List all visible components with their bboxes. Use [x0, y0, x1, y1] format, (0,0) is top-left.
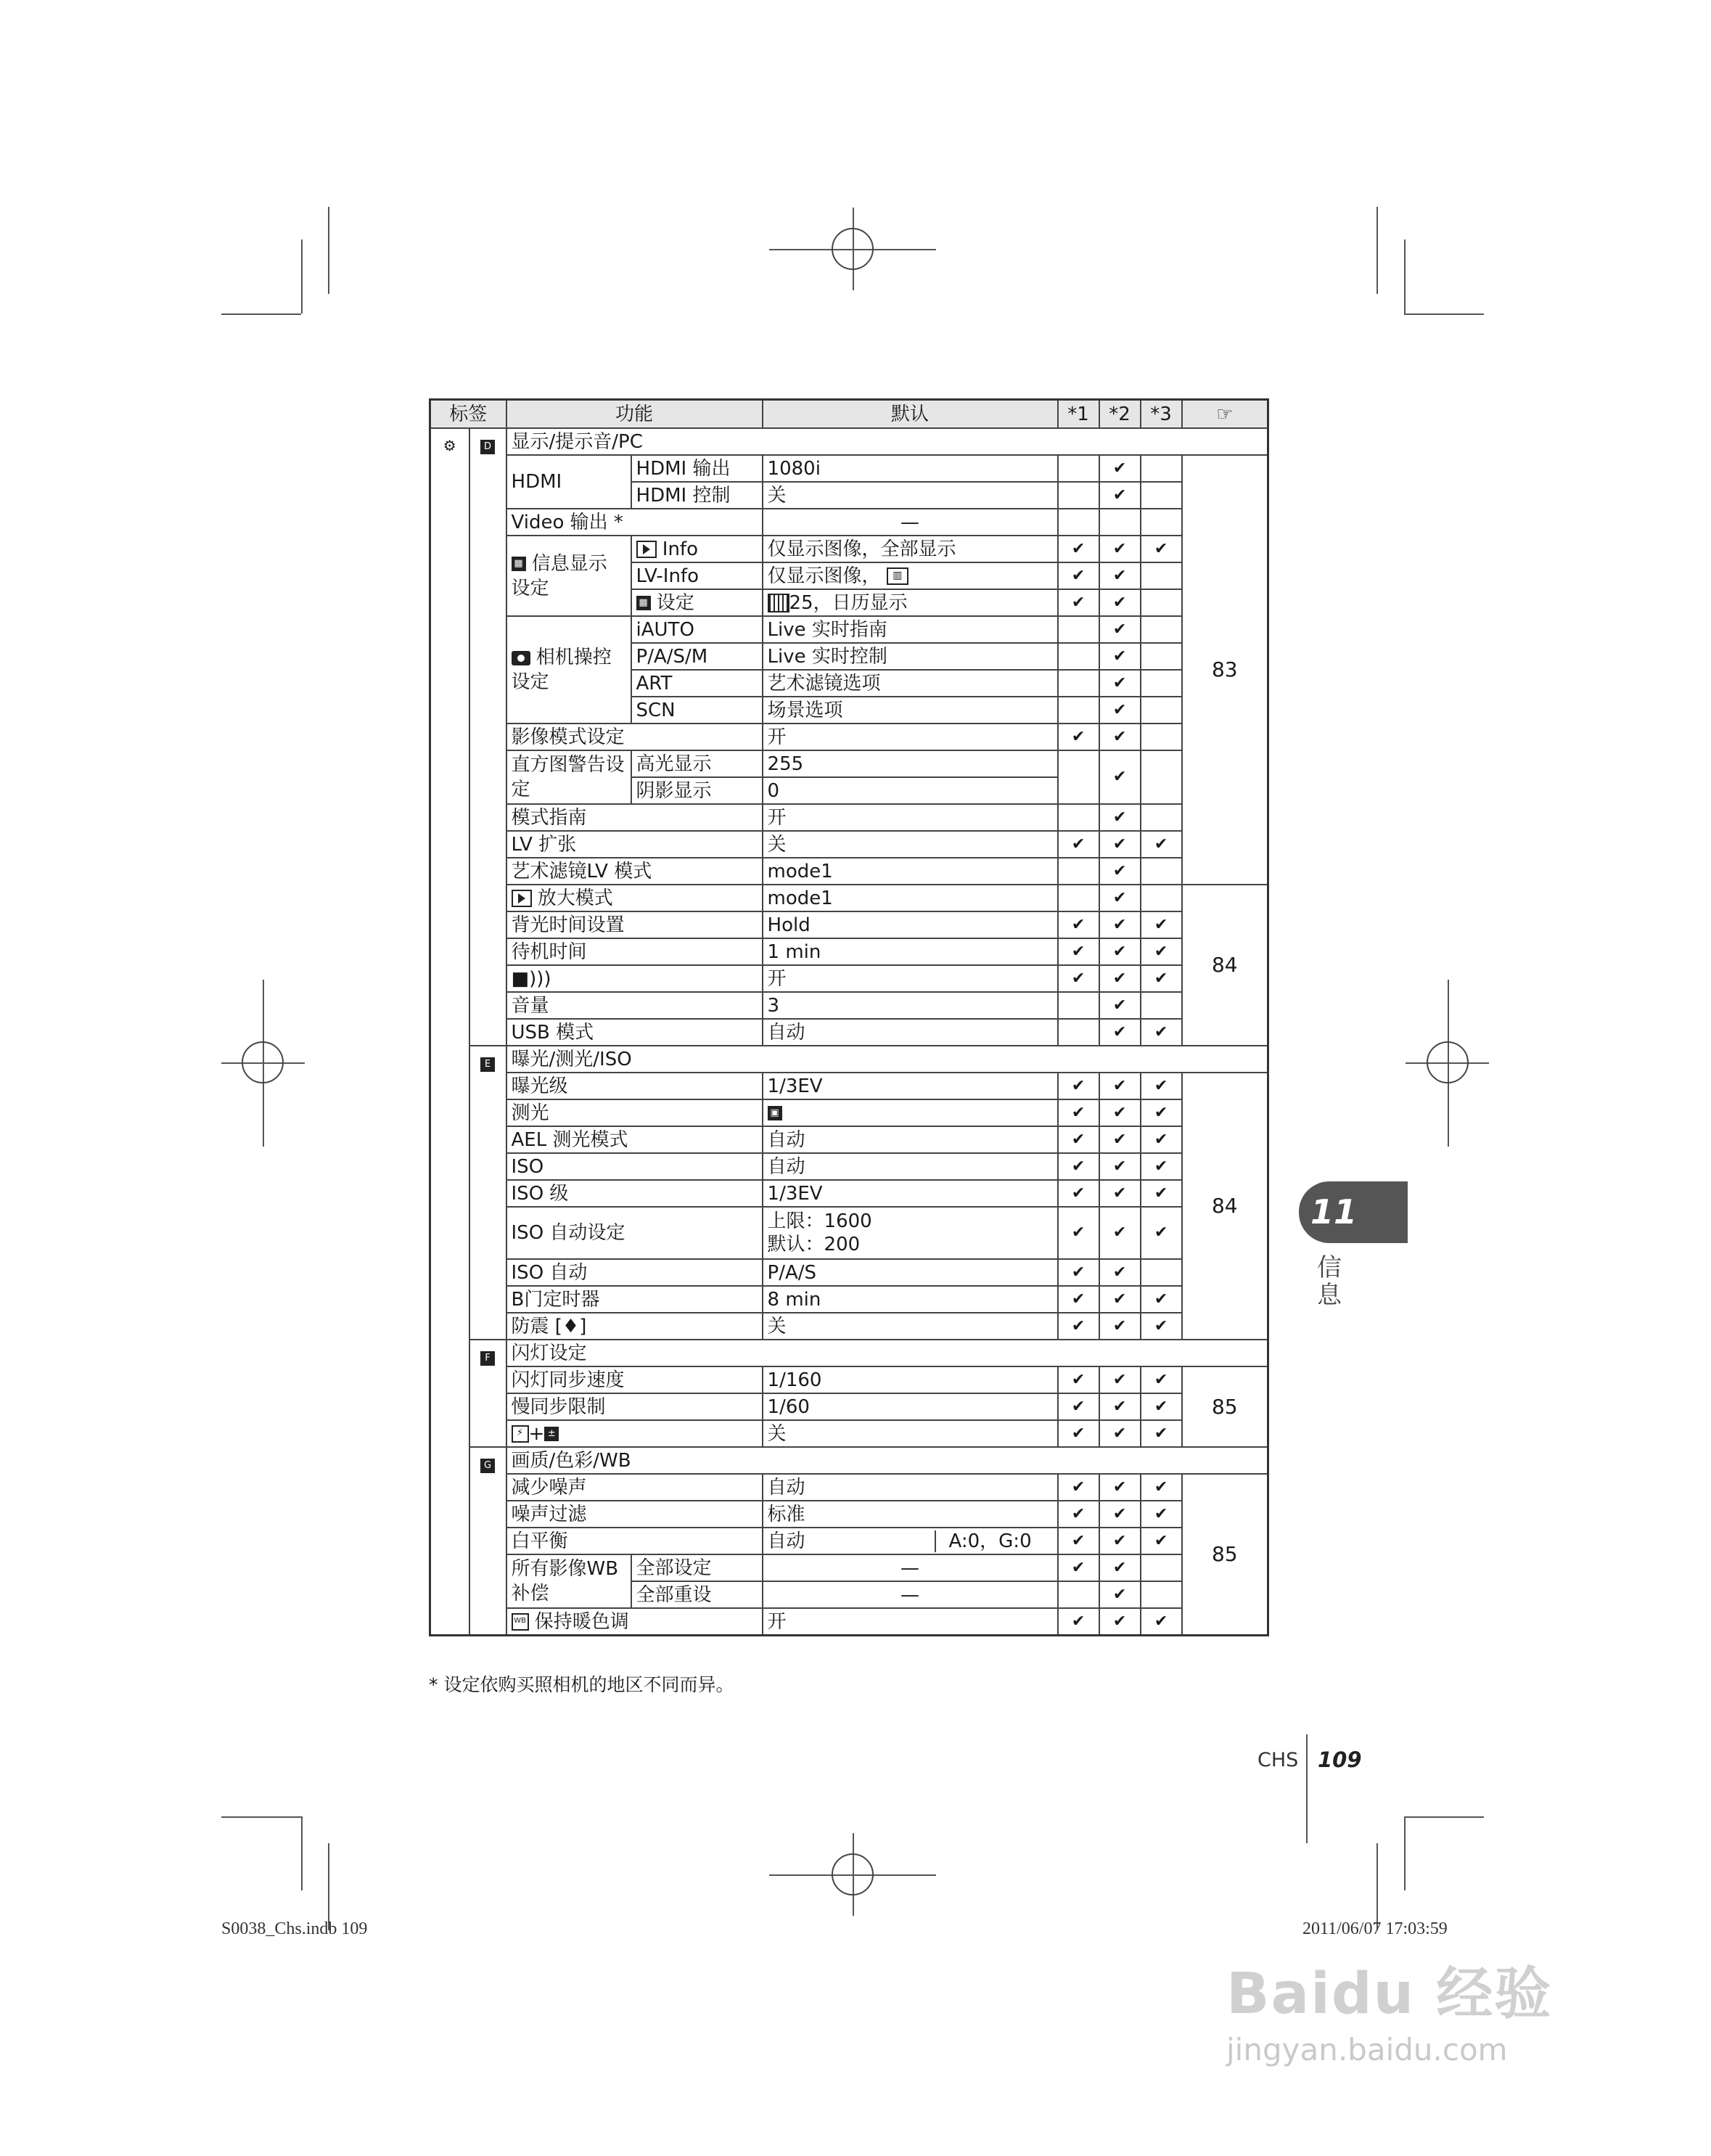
check-icon: ✔	[1099, 536, 1141, 562]
empty-cell	[1141, 697, 1182, 724]
table-cell: 3	[763, 992, 1058, 1019]
empty-cell	[1099, 509, 1141, 536]
table-cell: 开	[763, 804, 1058, 831]
empty-cell	[1058, 750, 1099, 804]
table-row	[430, 1501, 1268, 1528]
table-cell: 标准	[763, 1501, 1058, 1528]
table-cell: HDMI 输出	[631, 455, 763, 482]
check-icon: ✔	[1099, 1420, 1141, 1447]
check-icon: ✔	[1058, 562, 1099, 589]
table-row	[430, 1286, 1268, 1313]
table-cell: 全部重设	[631, 1581, 763, 1608]
table-cell: —	[763, 1554, 1058, 1581]
empty-cell	[1141, 643, 1182, 670]
check-icon: ✔	[1099, 965, 1141, 992]
page-ref: 84	[1182, 885, 1268, 1046]
empty-cell	[1141, 1259, 1182, 1286]
check-icon: ✔	[1099, 1554, 1141, 1581]
table-cell: ISO 级	[506, 1180, 763, 1207]
empty-cell	[1058, 616, 1099, 643]
empty-cell	[1058, 482, 1099, 509]
check-icon: ✔	[1141, 1180, 1182, 1207]
table-cell: 自动	[763, 1126, 1058, 1153]
check-icon: ✔	[1099, 1501, 1141, 1528]
table-cell: mode1	[763, 885, 1058, 911]
table-row	[430, 1528, 1268, 1554]
empty-cell	[1058, 858, 1099, 885]
playback-icon	[512, 890, 532, 907]
table-cell: 闪灯同步速度	[506, 1366, 763, 1393]
table-cell: 防震 [♦]	[506, 1313, 763, 1340]
check-icon: ✔	[1141, 1528, 1182, 1554]
table-cell: Live 实时控制	[763, 643, 1058, 670]
table-row	[430, 992, 1268, 1019]
table-cell: 自动	[763, 1474, 1058, 1501]
check-icon: ✔	[1099, 1286, 1141, 1313]
table-cell: 白平衡	[506, 1528, 763, 1554]
table-cell: 关	[763, 1420, 1058, 1447]
table-cell: ⚡ + ±	[506, 1420, 763, 1447]
table-cell: 高光显示	[631, 750, 763, 777]
calendar-icon	[768, 594, 789, 612]
empty-cell	[1058, 697, 1099, 724]
check-icon: ✔	[1099, 1180, 1141, 1207]
check-icon: ✔	[1099, 1019, 1141, 1046]
table-cell: 自动 A:0，G:0	[763, 1528, 1058, 1554]
check-icon: ✔	[1099, 885, 1141, 911]
check-icon: ✔	[1099, 455, 1141, 482]
table-row	[430, 1554, 1268, 1581]
table-row	[430, 1046, 1268, 1073]
check-icon: ✔	[1141, 1073, 1182, 1099]
header-star3: *3	[1141, 400, 1182, 429]
header-star1: *1	[1058, 400, 1099, 429]
table-cell: HDMI 控制	[631, 482, 763, 509]
table-cell: ▦ 设定	[631, 589, 763, 616]
table-cell: 上限：1600 默认：200	[763, 1207, 1058, 1259]
page-number: 109	[1318, 1747, 1362, 1772]
table-cell: mode1	[763, 858, 1058, 885]
metering-icon: ▣	[768, 1106, 782, 1120]
check-icon: ✔	[1099, 643, 1141, 670]
table-cell: 1/3EV	[763, 1073, 1058, 1099]
empty-cell	[1141, 858, 1182, 885]
tab-g-icon: G	[469, 1447, 506, 1636]
check-icon: ✔	[1099, 938, 1141, 965]
table-row	[430, 1073, 1268, 1099]
table-row	[430, 938, 1268, 965]
check-icon: ✔	[1099, 670, 1141, 697]
empty-cell	[1141, 562, 1182, 589]
tab-f-icon: F	[469, 1340, 506, 1447]
check-icon: ✔	[1141, 536, 1182, 562]
table-cell: —	[763, 509, 1058, 536]
check-icon: ✔	[1099, 616, 1141, 643]
empty-cell	[1058, 992, 1099, 1019]
table-cell: 放大模式	[506, 885, 763, 911]
check-icon: ✔	[1141, 965, 1182, 992]
check-icon: ✔	[1099, 804, 1141, 831]
table-cell: 255	[763, 750, 1058, 777]
check-icon: ✔	[1058, 831, 1099, 858]
table-row	[430, 911, 1268, 938]
table-row	[430, 1608, 1268, 1636]
check-icon: ✔	[1141, 1019, 1182, 1046]
table-cell: —	[763, 1581, 1058, 1608]
section-title: 闪灯设定	[506, 1340, 1268, 1366]
check-icon: ✔	[1099, 992, 1141, 1019]
table-cell: 0	[763, 777, 1058, 804]
table-cell: 艺术滤镜LV 模式	[506, 858, 763, 885]
playback-icon	[636, 541, 657, 558]
empty-cell	[1058, 885, 1099, 911]
header-function: 功能	[506, 400, 763, 429]
table-row	[430, 1180, 1268, 1207]
table-cell: B门定时器	[506, 1286, 763, 1313]
check-icon: ✔	[1099, 482, 1141, 509]
tab-e-icon: E	[469, 1046, 506, 1340]
empty-cell	[1141, 482, 1182, 509]
table-row	[430, 1313, 1268, 1340]
table-cell: 开	[763, 965, 1058, 992]
check-icon: ✔	[1141, 831, 1182, 858]
table-cell: ISO	[506, 1153, 763, 1180]
histogram-icon: ▥	[887, 567, 908, 585]
check-icon: ✔	[1099, 1259, 1141, 1286]
table-cell: 开	[763, 1608, 1058, 1636]
check-icon: ✔	[1099, 562, 1141, 589]
section-title: 曝光/测光/ISO	[506, 1046, 1268, 1073]
table-cell: 背光时间设置	[506, 911, 763, 938]
check-icon: ✔	[1099, 589, 1141, 616]
table-cell: Video 输出 *	[506, 509, 763, 536]
table-cell: USB 模式	[506, 1019, 763, 1046]
table-row	[430, 965, 1268, 992]
check-icon: ✔	[1058, 589, 1099, 616]
table-row	[430, 536, 1268, 562]
empty-cell	[1141, 992, 1182, 1019]
empty-cell	[1058, 1019, 1099, 1046]
table-cell: 8 min	[763, 1286, 1058, 1313]
table-row	[430, 1447, 1268, 1474]
check-icon: ✔	[1058, 724, 1099, 750]
tab-d-icon: D	[469, 428, 506, 1046]
check-icon: ✔	[1141, 1313, 1182, 1340]
empty-cell	[1141, 1554, 1182, 1581]
check-icon: ✔	[1058, 1153, 1099, 1180]
table-cell: WB 保持暖色调	[506, 1608, 763, 1636]
table-cell: 场景选项	[763, 697, 1058, 724]
table-row	[430, 1366, 1268, 1393]
table-cell: 影像模式设定	[506, 724, 763, 750]
check-icon: ✔	[1058, 1099, 1099, 1126]
table-cell: 1/160	[763, 1366, 1058, 1393]
check-icon: ✔	[1058, 1259, 1099, 1286]
check-icon: ✔	[1141, 1393, 1182, 1420]
table-cell: 阴影显示	[631, 777, 763, 804]
table-row	[430, 1474, 1268, 1501]
table-cell: Info	[631, 536, 763, 562]
settings-table	[429, 398, 1269, 1636]
check-icon: ✔	[1058, 1501, 1099, 1528]
empty-cell	[1058, 670, 1099, 697]
table-row	[430, 509, 1268, 536]
check-icon: ✔	[1058, 1126, 1099, 1153]
table-row	[430, 1420, 1268, 1447]
table-cell: 自动	[763, 1019, 1058, 1046]
gear-icon: ⚙	[430, 428, 469, 1636]
table-row	[430, 455, 1268, 482]
table-cell: 减少噪声	[506, 1474, 763, 1501]
check-icon: ✔	[1099, 1581, 1141, 1608]
table-cell: 自动	[763, 1153, 1058, 1180]
check-icon: ✔	[1141, 1608, 1182, 1636]
header-page-ref-icon: ☞	[1182, 400, 1268, 429]
check-icon: ✔	[1099, 750, 1141, 804]
check-icon: ✔	[1058, 1313, 1099, 1340]
table-cell: 测光	[506, 1099, 763, 1126]
table-cell: 开	[763, 724, 1058, 750]
empty-cell	[1058, 643, 1099, 670]
check-icon: ✔	[1099, 831, 1141, 858]
table-cell: ISO 自动设定	[506, 1207, 763, 1259]
empty-cell	[1141, 589, 1182, 616]
check-icon: ✔	[1058, 1528, 1099, 1554]
chapter-label: 信 息	[1317, 1253, 1342, 1310]
table-cell: 仅显示图像， ▥	[763, 562, 1058, 589]
check-icon: ✔	[1099, 1207, 1141, 1259]
table-cell: 1/60	[763, 1393, 1058, 1420]
table-cell: SCN	[631, 697, 763, 724]
header-tab: 标签	[430, 400, 506, 429]
empty-cell	[1141, 750, 1182, 804]
table-cell: P/A/S/M	[631, 643, 763, 670]
footnote: * 设定依购买照相机的地区不同而异。	[429, 1674, 734, 1695]
table-cell: 直方图警告设定	[506, 750, 631, 804]
check-icon: ✔	[1099, 697, 1141, 724]
check-icon: ✔	[1141, 1153, 1182, 1180]
table-row	[430, 1019, 1268, 1046]
table-header	[430, 400, 1268, 429]
table-row	[430, 1340, 1268, 1366]
table-row	[430, 831, 1268, 858]
table-cell: 1 min	[763, 938, 1058, 965]
check-icon: ✔	[1099, 1126, 1141, 1153]
header-default: 默认	[763, 400, 1058, 429]
check-icon: ✔	[1141, 911, 1182, 938]
empty-cell	[1141, 1581, 1182, 1608]
table-cell: 音量	[506, 992, 763, 1019]
check-icon: ✔	[1141, 1207, 1182, 1259]
check-icon: ✔	[1058, 1073, 1099, 1099]
check-icon: ✔	[1099, 1099, 1141, 1126]
baidu-watermark-logo: Baidu 经验	[1226, 1962, 1553, 2027]
check-icon: ✔	[1141, 1126, 1182, 1153]
table-cell: 1/3EV	[763, 1180, 1058, 1207]
check-icon: ✔	[1141, 1099, 1182, 1126]
check-icon: ✔	[1141, 1420, 1182, 1447]
table-row	[430, 858, 1268, 885]
wb-auto-icon: WB	[512, 1613, 529, 1631]
check-icon: ✔	[1141, 1501, 1182, 1528]
check-icon: ✔	[1099, 858, 1141, 885]
file-name: S0038_Chs.indb 109	[221, 1919, 368, 1938]
table-cell: 1080i	[763, 455, 1058, 482]
check-icon: ✔	[1058, 1393, 1099, 1420]
check-icon: ✔	[1058, 1474, 1099, 1501]
check-icon: ✔	[1099, 1608, 1141, 1636]
index-icon: ▦	[512, 557, 526, 571]
check-icon: ✔	[1099, 724, 1141, 750]
table-cell: 25，日历显示	[763, 589, 1058, 616]
table-cell: 关	[763, 482, 1058, 509]
check-icon: ✔	[1058, 1366, 1099, 1393]
check-icon: ✔	[1058, 536, 1099, 562]
table-cell: ISO 自动	[506, 1259, 763, 1286]
empty-cell	[1141, 455, 1182, 482]
check-icon: ✔	[1058, 1420, 1099, 1447]
check-icon: ✔	[1141, 1286, 1182, 1313]
table-cell: 相机操控设定	[506, 616, 631, 724]
empty-cell	[1141, 804, 1182, 831]
check-icon: ✔	[1058, 1180, 1099, 1207]
check-icon: ✔	[1058, 1554, 1099, 1581]
table-row	[430, 1393, 1268, 1420]
table-row	[430, 1259, 1268, 1286]
table-cell: Live 实时指南	[763, 616, 1058, 643]
print-date: 2011/06/07 17:03:59	[1302, 1919, 1448, 1938]
table-cell: ART	[631, 670, 763, 697]
table-cell: AEL 测光模式	[506, 1126, 763, 1153]
page-ref: 83	[1182, 455, 1268, 885]
check-icon: ✔	[1099, 1393, 1141, 1420]
empty-cell	[1141, 670, 1182, 697]
table-cell: Hold	[763, 911, 1058, 938]
table-cell: 全部设定	[631, 1554, 763, 1581]
table-cell: 噪声过滤	[506, 1501, 763, 1528]
exposure-comp-icon: ±	[544, 1427, 559, 1441]
check-icon: ✔	[1141, 938, 1182, 965]
baidu-watermark-url: jingyan.baidu.com	[1226, 2032, 1508, 2067]
page-ref: 85	[1182, 1474, 1268, 1636]
empty-cell	[1141, 509, 1182, 536]
table-row	[430, 724, 1268, 750]
empty-cell	[1058, 804, 1099, 831]
flash-comp-icon: ⚡	[512, 1425, 529, 1443]
check-icon: ✔	[1099, 1366, 1141, 1393]
table-cell: HDMI	[506, 455, 631, 509]
table-row	[430, 1207, 1268, 1259]
table-cell: 艺术滤镜选项	[763, 670, 1058, 697]
check-icon: ✔	[1058, 1207, 1099, 1259]
check-icon: ✔	[1058, 965, 1099, 992]
check-icon: ✔	[1099, 1474, 1141, 1501]
check-icon: ✔	[1099, 911, 1141, 938]
chapter-tab: 11	[1299, 1181, 1408, 1243]
table-cell: 待机时间	[506, 938, 763, 965]
table-cell: LV 扩张	[506, 831, 763, 858]
check-icon: ✔	[1099, 1313, 1141, 1340]
empty-cell	[1058, 455, 1099, 482]
table-row	[430, 750, 1268, 777]
speaker-icon: ■)))	[506, 965, 763, 992]
table-cell: 关	[763, 831, 1058, 858]
table-row	[430, 1126, 1268, 1153]
check-icon: ✔	[1058, 911, 1099, 938]
table-cell: ▦ 信息显示设定	[506, 536, 631, 616]
table-row	[430, 1099, 1268, 1126]
check-icon: ✔	[1058, 1608, 1099, 1636]
table-row	[430, 1153, 1268, 1180]
empty-cell	[1141, 724, 1182, 750]
table-cell: 模式指南	[506, 804, 763, 831]
check-icon: ✔	[1099, 1153, 1141, 1180]
check-icon: ✔	[1099, 1073, 1141, 1099]
camera-icon	[512, 651, 530, 665]
check-icon: ✔	[1099, 1528, 1141, 1554]
table-cell: 曝光级	[506, 1073, 763, 1099]
page-ref: 85	[1182, 1366, 1268, 1447]
table-cell: iAUTO	[631, 616, 763, 643]
table-cell: 仅显示图像，全部显示	[763, 536, 1058, 562]
empty-cell	[1058, 1581, 1099, 1608]
empty-cell	[1141, 885, 1182, 911]
table-cell: 慢同步限制	[506, 1393, 763, 1420]
check-icon: ✔	[1058, 938, 1099, 965]
index-icon: ▦	[636, 596, 651, 610]
table-cell: P/A/S	[763, 1259, 1058, 1286]
check-icon: ✔	[1141, 1474, 1182, 1501]
table-cell: 所有影像WB 补偿	[506, 1554, 631, 1608]
page-ref: 84	[1182, 1073, 1268, 1340]
header-star2: *2	[1099, 400, 1141, 429]
table-row	[430, 616, 1268, 643]
table-cell: 关	[763, 1313, 1058, 1340]
table-row	[430, 885, 1268, 911]
table-row	[430, 804, 1268, 831]
table-cell	[763, 1099, 1058, 1126]
check-icon: ✔	[1141, 1366, 1182, 1393]
check-icon: ✔	[1058, 1286, 1099, 1313]
language-code: CHS	[1257, 1749, 1299, 1771]
empty-cell	[1141, 616, 1182, 643]
empty-cell	[1058, 509, 1099, 536]
table-cell: LV-Info	[631, 562, 763, 589]
section-title: 画质/色彩/WB	[506, 1447, 1268, 1474]
section-title: 显示/提示音/PC	[506, 428, 1268, 455]
table-row	[430, 428, 1268, 455]
